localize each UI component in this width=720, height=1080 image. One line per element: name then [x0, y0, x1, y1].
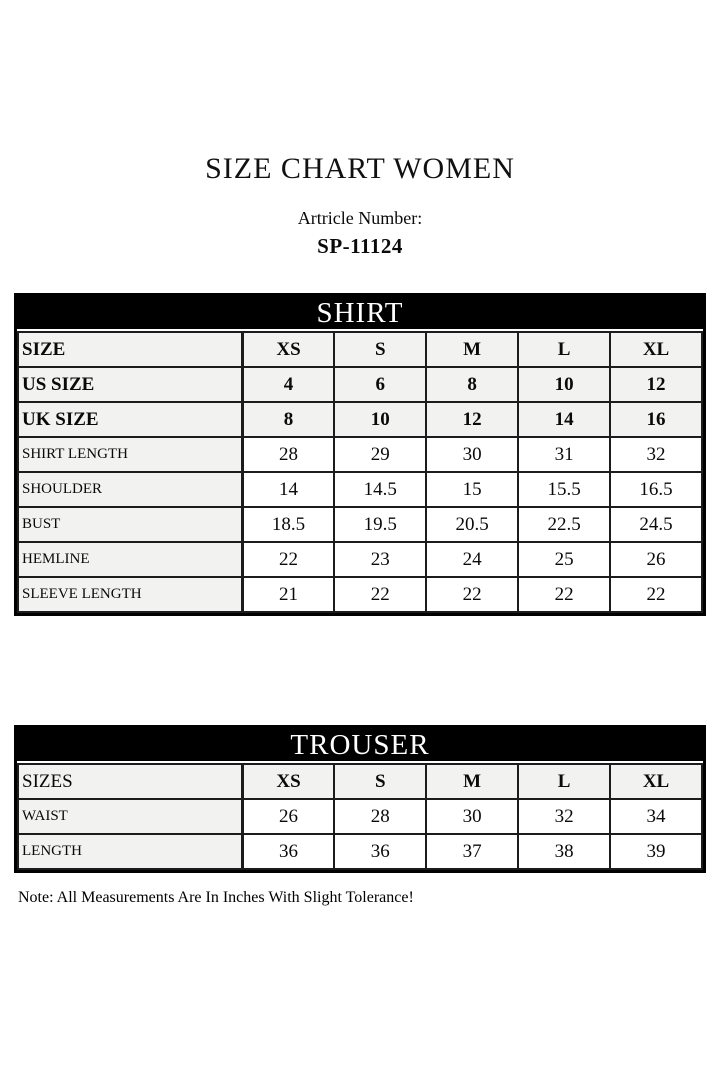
value-cell: 10 — [334, 402, 426, 437]
value-cell: 26 — [242, 799, 334, 834]
value-cell: 25 — [518, 542, 610, 577]
value-cell: XL — [610, 764, 702, 799]
value-cell: 12 — [610, 367, 702, 402]
value-cell: M — [426, 764, 518, 799]
value-cell: 14.5 — [334, 472, 426, 507]
row-label: US SIZE — [18, 367, 242, 402]
value-cell: 22 — [242, 542, 334, 577]
value-cell: L — [518, 764, 610, 799]
page-title: SIZE CHART WOMEN — [205, 152, 515, 185]
value-cell: 6 — [334, 367, 426, 402]
article-number-label: Artricle Number: — [297, 208, 423, 228]
row-label: SLEEVE LENGTH — [18, 577, 242, 612]
row-label: SHOULDER — [18, 472, 242, 507]
value-cell: 18.5 — [242, 507, 334, 542]
row-label: LENGTH — [18, 834, 242, 869]
value-cell: 37 — [426, 834, 518, 869]
value-cell: 29 — [334, 437, 426, 472]
row-label: UK SIZE — [18, 402, 242, 437]
value-cell: 39 — [610, 834, 702, 869]
value-cell: 31 — [518, 437, 610, 472]
row-label: WAIST — [18, 799, 242, 834]
value-cell: S — [334, 764, 426, 799]
value-cell: 26 — [610, 542, 702, 577]
value-cell: 28 — [242, 437, 334, 472]
value-cell: 8 — [426, 367, 518, 402]
value-cell: L — [518, 332, 610, 367]
shirt-table — [14, 293, 706, 616]
table-row — [18, 402, 702, 437]
table-row — [18, 834, 702, 869]
value-cell: 24.5 — [610, 507, 702, 542]
table-row — [18, 332, 702, 367]
value-cell: 8 — [242, 402, 334, 437]
value-cell: 38 — [518, 834, 610, 869]
table-row — [18, 472, 702, 507]
value-cell: S — [334, 332, 426, 367]
value-cell: 21 — [242, 577, 334, 612]
value-cell: 15 — [426, 472, 518, 507]
trouser-table — [14, 725, 706, 873]
value-cell: 22 — [334, 577, 426, 612]
value-cell: 30 — [426, 437, 518, 472]
value-cell: 22 — [610, 577, 702, 612]
row-label: SIZE — [18, 332, 242, 367]
value-cell: 19.5 — [334, 507, 426, 542]
value-cell: 12 — [426, 402, 518, 437]
value-cell: 14 — [242, 472, 334, 507]
value-cell: 22 — [426, 577, 518, 612]
value-cell: 36 — [242, 834, 334, 869]
table-row — [18, 764, 702, 799]
table-row — [18, 799, 702, 834]
trouser-size-table — [17, 763, 703, 870]
table-row — [18, 507, 702, 542]
value-cell: 24 — [426, 542, 518, 577]
value-cell: 23 — [334, 542, 426, 577]
value-cell: 16 — [610, 402, 702, 437]
shirt-table-title: SHIRT — [17, 296, 703, 331]
value-cell: 22.5 — [518, 507, 610, 542]
value-cell: 34 — [610, 799, 702, 834]
row-label: SHIRT LENGTH — [18, 437, 242, 472]
value-cell: 28 — [334, 799, 426, 834]
row-label: BUST — [18, 507, 242, 542]
value-cell: 30 — [426, 799, 518, 834]
shirt-size-table — [17, 331, 703, 613]
value-cell: 10 — [518, 367, 610, 402]
value-cell: 36 — [334, 834, 426, 869]
value-cell: 14 — [518, 402, 610, 437]
value-cell: 22 — [518, 577, 610, 612]
value-cell: 15.5 — [518, 472, 610, 507]
size-chart-page — [0, 152, 720, 1080]
table-row — [18, 542, 702, 577]
value-cell: 32 — [610, 437, 702, 472]
value-cell: M — [426, 332, 518, 367]
table-row — [18, 577, 702, 612]
value-cell: 20.5 — [426, 507, 518, 542]
value-cell: 16.5 — [610, 472, 702, 507]
value-cell: XS — [242, 332, 334, 367]
value-cell: XL — [610, 332, 702, 367]
measurement-note: Note: All Measurements Are In Inches With Slight Tolerance! — [18, 889, 414, 906]
trouser-table-title: TROUSER — [17, 728, 703, 763]
row-label: HEMLINE — [18, 542, 242, 577]
value-cell: 4 — [242, 367, 334, 402]
row-label: SIZES — [18, 764, 242, 799]
value-cell: XS — [242, 764, 334, 799]
value-cell: 32 — [518, 799, 610, 834]
table-row — [18, 437, 702, 472]
article-number-value: SP-11124 — [317, 234, 403, 258]
table-row — [18, 367, 702, 402]
